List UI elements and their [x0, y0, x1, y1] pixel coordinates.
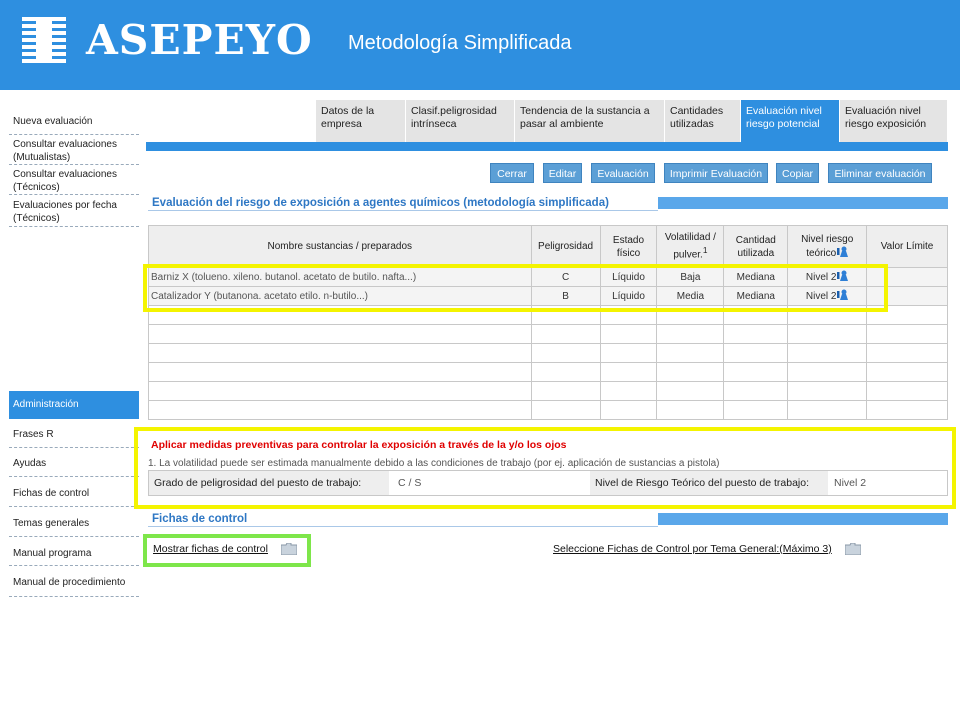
cell-estado: Líquido: [600, 268, 657, 287]
cell-cantidad: Mediana: [724, 287, 788, 306]
header-volatilidad: [657, 226, 724, 268]
highlight-mostrar-fichas: [143, 534, 311, 567]
header-cantidad: Cantidad utilizada: [724, 226, 788, 268]
header-volatilidad-label: Volatilidad / pulver.: [664, 232, 716, 261]
cell-nivel-label: Nivel 2: [805, 290, 837, 302]
empty-cell: [531, 344, 600, 363]
tab-label: Cantidades utilizadas: [670, 105, 724, 130]
empty-cell: [724, 325, 788, 344]
empty-cell: [531, 325, 600, 344]
nivel-puesto-value: Nivel 2: [829, 471, 947, 495]
tab-cantidades[interactable]: [665, 100, 741, 142]
empty-cell: [531, 363, 600, 382]
cell-peligrosidad: C: [531, 268, 600, 287]
header-nivel: [788, 226, 867, 268]
empty-cell: [657, 344, 724, 363]
section-title-label: Evaluación del riesgo de exposición a agentes químicos (metodología simplificada): [152, 197, 609, 209]
empty-cell: [867, 401, 948, 420]
volatility-footnote: 1. La volatilidad puede ser estimada manualmente debido a las condiciones de trabajo (por ej. aplicación de sustancias a pistola): [148, 458, 720, 469]
tab-underline-bar: [146, 142, 948, 151]
mostrar-fichas-link[interactable]: Mostrar fichas de control: [153, 543, 268, 555]
app-title: Metodología Simplificada: [348, 32, 572, 54]
info-person-icon[interactable]: [837, 246, 848, 257]
empty-cell: [600, 344, 657, 363]
warning-text: Aplicar medidas preventivas para controlar la exposición a través de la y/o los ojos: [151, 439, 567, 451]
empty-cell: [867, 325, 948, 344]
section-title-fichas: [148, 511, 948, 527]
sidebar-item-label: Consultar evaluaciones (Mutualistas): [13, 139, 117, 163]
header-peligrosidad: Peligrosidad: [531, 226, 600, 268]
cell-volatilidad: Media: [657, 287, 724, 306]
sidebar-item-consultar-mutualistas[interactable]: [9, 135, 139, 165]
empty-cell: [788, 344, 867, 363]
empty-cell: [600, 401, 657, 420]
tab-label: Clasif.peligrosidad intrínseca: [411, 105, 497, 130]
empty-cell: [657, 401, 724, 420]
sidebar-item-label: Frases R: [13, 429, 54, 440]
cell-estado: Líquido: [600, 287, 657, 306]
tab-bar: [316, 100, 948, 142]
table-row-empty: [149, 344, 948, 363]
sidebar-item-manual-procedimiento[interactable]: [9, 566, 139, 597]
sidebar-item-label: Administración: [13, 399, 79, 410]
sidebar-item-frases-r[interactable]: [9, 419, 139, 448]
empty-cell: [600, 325, 657, 344]
header-estado: Estado físico: [600, 226, 657, 268]
asepeyo-logo-icon: [22, 17, 66, 63]
sidebar-item-consultar-tecnicos[interactable]: [9, 165, 139, 195]
empty-cell: [724, 382, 788, 401]
sidebar-item-label: Evaluaciones por fecha (Técnicos): [13, 200, 117, 224]
header-valor-limite: Valor Límite: [867, 226, 948, 268]
cell-cantidad: Mediana: [724, 268, 788, 287]
table-row-empty: [149, 382, 948, 401]
empty-cell: [788, 325, 867, 344]
empty-cell: [867, 382, 948, 401]
section-title-bar: [658, 513, 948, 525]
table-row-empty: [149, 401, 948, 420]
brand-name: ASEPEYO: [86, 16, 313, 64]
folder-icon[interactable]: [845, 543, 861, 555]
empty-cell: [657, 363, 724, 382]
sidebar-item-ayudas[interactable]: [9, 448, 139, 477]
sidebar-item-label: Nueva evaluación: [13, 116, 93, 127]
empty-cell: [149, 363, 532, 382]
tab-tendencia-sustancia[interactable]: [515, 100, 665, 142]
highlight-warning-box: [134, 427, 956, 509]
tab-label: Evaluación nivel riesgo exposición: [845, 105, 927, 130]
sidebar-item-manual-programa[interactable]: [9, 537, 139, 566]
table-header-row: [149, 226, 948, 268]
cell-nombre: Catalizador Y (butanona. acetato etilo. n-butilo...): [149, 287, 532, 306]
sidebar-item-label: Consultar evaluaciones (Técnicos): [13, 169, 117, 193]
sidebar-item-label: Temas generales: [13, 518, 90, 529]
cell-nivel-label: Nivel 2: [805, 271, 837, 283]
sidebar-item-label: Fichas de control: [13, 488, 90, 499]
empty-cell: [724, 401, 788, 420]
empty-cell: [867, 363, 948, 382]
empty-cell: [788, 363, 867, 382]
imprimir-evaluacion-button[interactable]: Imprimir Evaluación: [664, 163, 768, 183]
section-title-bar: [658, 197, 948, 209]
section-title-underline: [148, 526, 658, 527]
tab-datos-empresa[interactable]: [316, 100, 406, 142]
empty-cell: [149, 401, 532, 420]
grado-value: C / S: [390, 471, 590, 495]
empty-cell: [531, 382, 600, 401]
sidebar-item-evaluaciones-fecha[interactable]: [9, 195, 139, 227]
table-row-empty: [149, 325, 948, 344]
empty-cell: [657, 382, 724, 401]
sidebar-item-administracion[interactable]: [9, 391, 139, 419]
tab-label: Evaluación nivel riesgo potencial: [746, 105, 822, 130]
empty-cell: [657, 325, 724, 344]
empty-cell: [149, 325, 532, 344]
tab-nivel-riesgo-potencial[interactable]: [741, 100, 840, 142]
sidebar-item-fichas-control[interactable]: [9, 477, 139, 507]
empty-cell: [149, 382, 532, 401]
footnote-marker: 1: [702, 245, 708, 256]
table-row-empty: [149, 363, 948, 382]
highlight-substance-rows: [143, 264, 888, 312]
header-nivel-label: Nivel riesgo teórico: [801, 234, 854, 259]
eliminar-evaluacion-button[interactable]: Eliminar evaluación: [828, 163, 932, 183]
section-title-label: Fichas de control: [152, 513, 248, 525]
tab-nivel-riesgo-exposicion[interactable]: [840, 100, 948, 142]
app-header: [0, 0, 960, 90]
tab-clasif-peligrosidad[interactable]: [406, 100, 515, 142]
sidebar-item-label: Ayudas: [13, 458, 47, 469]
sidebar-item-label: Manual programa: [13, 548, 92, 559]
empty-cell: [724, 363, 788, 382]
copiar-button[interactable]: Copiar: [776, 163, 819, 183]
cell-nombre: Barniz X (tolueno. xileno. butanol. acetato de butilo. nafta...): [149, 268, 532, 287]
nivel-puesto-label: Nivel de Riesgo Teórico del puesto de trabajo:: [590, 471, 828, 495]
cell-peligrosidad: B: [531, 287, 600, 306]
sidebar-item-nueva-evaluacion[interactable]: [9, 108, 139, 135]
section-title-underline: [148, 210, 658, 211]
empty-cell: [724, 344, 788, 363]
evaluacion-button[interactable]: Evaluación: [591, 163, 655, 183]
empty-cell: [149, 344, 532, 363]
empty-cell: [600, 363, 657, 382]
sidebar-item-temas-generales[interactable]: [9, 507, 139, 537]
cell-volatilidad: Baja: [657, 268, 724, 287]
tab-label: Tendencia de la sustancia a pasar al ambiente: [520, 105, 650, 130]
seleccione-fichas-link[interactable]: Seleccione Fichas de Control por Tema General:(Máximo 3): [553, 543, 832, 555]
section-title-evaluacion: [148, 195, 948, 211]
header-nombre: Nombre sustancias / preparados: [149, 226, 532, 268]
editar-button[interactable]: Editar: [543, 163, 582, 183]
grado-label: Grado de peligrosidad del puesto de trabajo:: [149, 471, 389, 495]
empty-cell: [531, 401, 600, 420]
empty-cell: [867, 344, 948, 363]
substances-table: [148, 225, 948, 420]
empty-cell: [600, 382, 657, 401]
empty-cell: [788, 401, 867, 420]
sidebar-item-label: Manual de procedimiento: [13, 577, 126, 588]
cerrar-button[interactable]: Cerrar: [490, 163, 534, 183]
tab-label: Datos de la empresa: [321, 105, 375, 130]
empty-cell: [788, 382, 867, 401]
